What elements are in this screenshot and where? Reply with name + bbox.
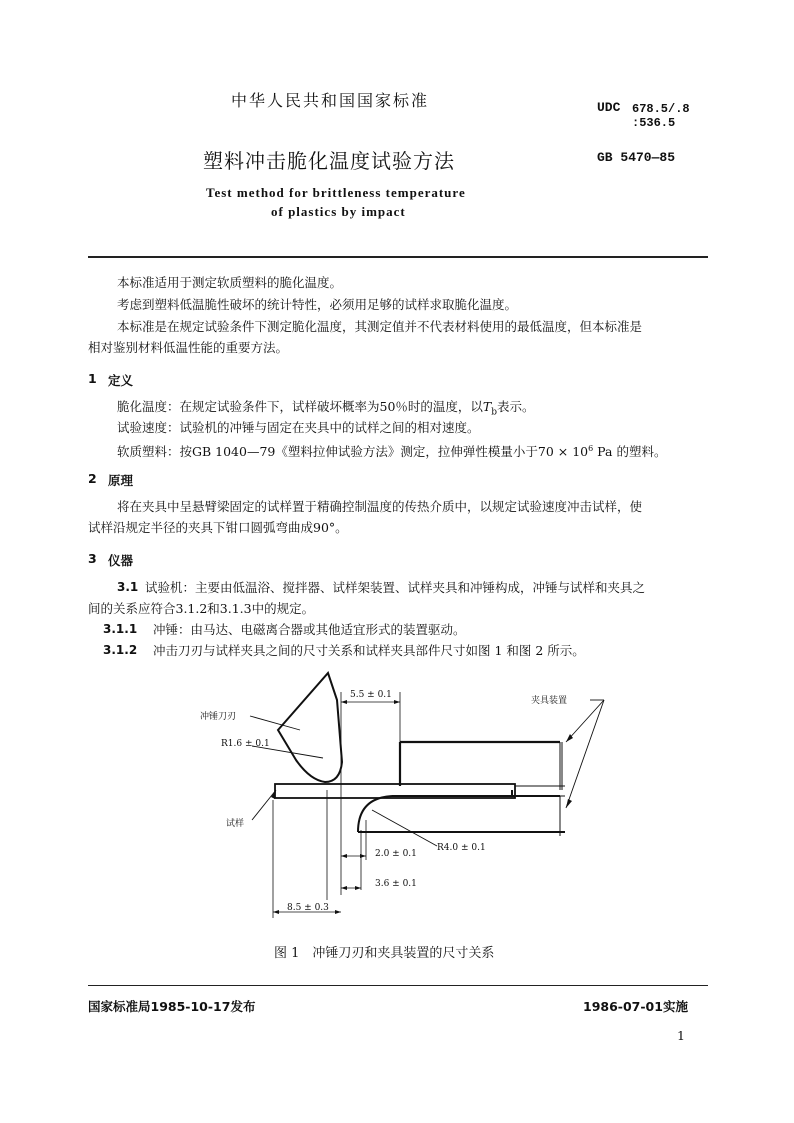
- country-standard-heading: 中华人民共和国国家标准: [231, 91, 430, 110]
- clause-3-1-1-text: 冲锤：由马达、电磁离合器或其他适宜形式的装置驱动。: [153, 622, 466, 637]
- english-title-line1: Test method for brittleness temperature: [206, 185, 466, 200]
- document-title: 塑料冲击脆化温度试验方法: [203, 149, 455, 173]
- clause-3-1-2-number: 3.1.2: [103, 643, 138, 657]
- dim-5-5: 5.5 ± 0.1: [350, 690, 392, 700]
- gb-code: GB 5470—85: [597, 150, 676, 165]
- clause-3-1-2-text: 冲击刀刃与试样夹具之间的尺寸关系和试样夹具部件尺寸如图 1 和图 2 所示。: [153, 643, 585, 658]
- hammer-blade-shape: [278, 673, 342, 782]
- principle-paragraph-b: 试样沿规定半径的夹具下钳口圆弧弯曲成90°。: [88, 520, 348, 535]
- principle-paragraph-a: 将在夹具中呈悬臂梁固定的试样置于精确控制温度的传热介质中，以规定试验速度冲击试样，使: [117, 499, 643, 514]
- intro-paragraph-1: 本标准适用于测定软质塑料的脆化温度。: [117, 275, 343, 290]
- clause-3-1-text-b: 间的关系应符合3.1.2和3.1.3中的规定。: [88, 601, 315, 616]
- section-1-number: 1: [88, 371, 97, 386]
- figure-1-diagram: [0, 660, 794, 930]
- section-1-title: 定义: [108, 373, 134, 388]
- effective-date: 1986-07-01实施: [583, 999, 688, 1014]
- section-3-title: 仪器: [108, 553, 134, 568]
- clause-3-1-text-a: 试验机：主要由低温浴、搅拌器、试样架装置、试样夹具和冲锤构成，冲锤与试样和夹具之: [145, 580, 646, 595]
- clause-3-1-number: 3.1: [117, 580, 139, 594]
- dim-2-0: 2.0 ± 0.1: [375, 849, 417, 859]
- header-rule: [88, 256, 708, 258]
- udc-line1: 678.5/.8: [632, 102, 690, 116]
- label-hammer-blade: 冲锤刀刃: [200, 712, 237, 722]
- section-2-title: 原理: [108, 473, 134, 488]
- udc-line2: :536.5: [632, 116, 676, 130]
- page-number: 1: [677, 1028, 685, 1043]
- footer-rule: [88, 985, 708, 986]
- dim-8-5: 8.5 ± 0.3: [287, 903, 329, 913]
- dim-r4-0: R4.0 ± 0.1: [437, 843, 486, 853]
- intro-paragraph-2: 考虑到塑料低温脆性破坏的统计特性，必须用足够的试样求取脆化温度。: [117, 297, 518, 312]
- intro-paragraph-3a: 本标准是在规定试验条件下测定脆化温度，其测定值并不代表材料使用的最低温度，但本标准是: [117, 319, 643, 334]
- definition-brittleness-temp: 脆化温度：在规定试验条件下，试样破坏概率为50％时的温度，以$T_b$表示。: [117, 399, 535, 418]
- section-3-number: 3: [88, 551, 97, 566]
- section-2-number: 2: [88, 471, 97, 486]
- english-title-line2: of plastics by impact: [271, 204, 406, 219]
- udc-label: UDC: [597, 100, 621, 115]
- label-clamp-device: 夹具装置: [531, 696, 568, 706]
- clause-3-1-1-number: 3.1.1: [103, 622, 138, 636]
- clamp-upper-block: [400, 742, 560, 786]
- label-specimen: 试样: [226, 819, 245, 829]
- intro-paragraph-3b: 相对鉴别材料低温性能的重要方法。: [88, 340, 289, 355]
- definition-soft-plastic: 软质塑料：按GB 1040—79《塑料拉伸试验方法》测定，拉伸弹性模量小于$70 \times 10^6$ Pa 的塑料。: [117, 444, 667, 460]
- definition-test-speed: 试验速度：试验机的冲锤与固定在夹具中的试样之间的相对速度。: [117, 420, 480, 435]
- issue-date: 国家标准局1985-10-17发布: [88, 999, 256, 1014]
- dim-3-6: 3.6 ± 0.1: [375, 879, 417, 889]
- dim-r1-6: R1.6 ± 0.1: [221, 739, 270, 749]
- figure-1-caption: 图 1 冲锤刀刃和夹具装置的尺寸关系: [274, 946, 495, 961]
